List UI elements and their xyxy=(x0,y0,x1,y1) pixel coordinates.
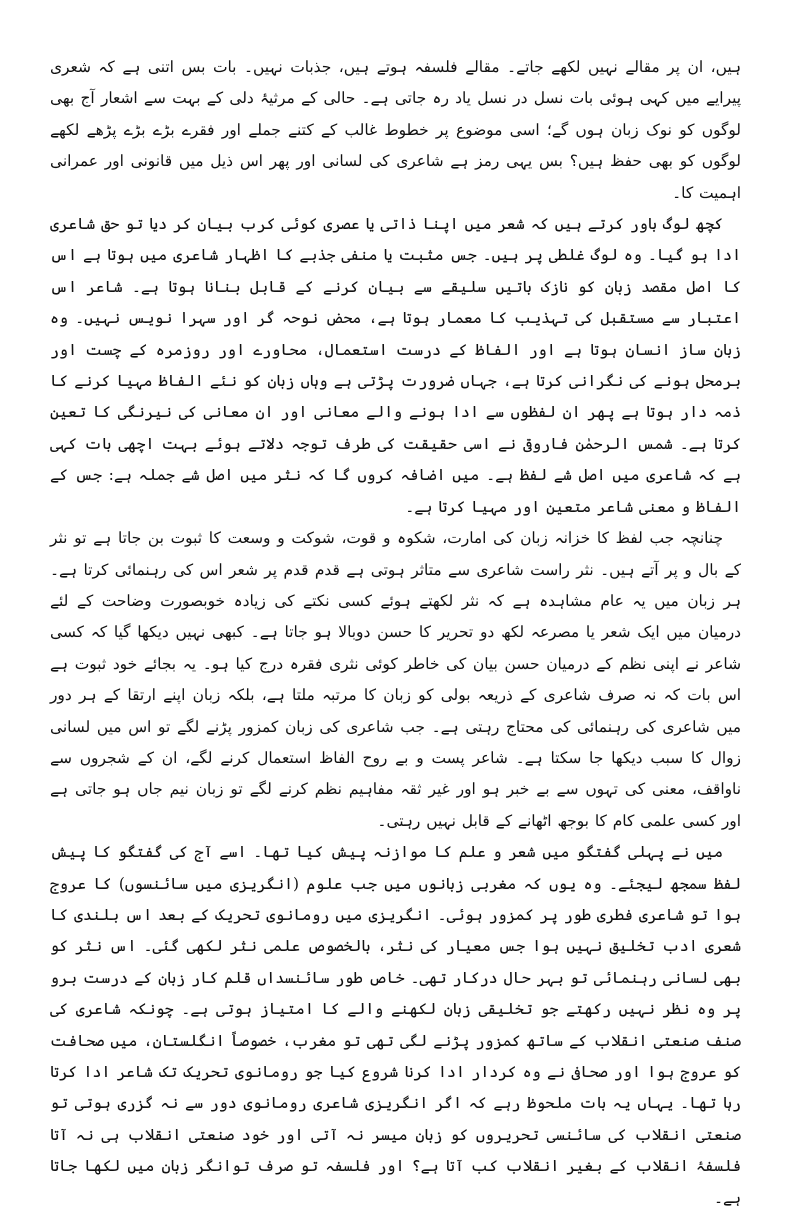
paragraph-4: میں نے پہلی گفتگو میں شعر و علم کا موازنہ پیش کیا تھا۔ اسے آج کی گفتگو کا پیش لفظ سمجھ لیجئے۔ وہ یوں کہ مغربی زبانوں میں جب علوم (انگریزی میں سائنسوں) کا عروج ہوا تو شاعری فطری طور پر کمزور ہوئی۔ انگریزی میں رومانوی تحریک کے بعد اس بلندی کا شعری ادب تخلیق نہیں ہوا جس معیار کی نثر، بالخصوص علمی نثر لکھی گئی۔ اس نثر کو بھی لسانی رہنمائی تو بہر حال درکار تھی۔ خاص طور سائنسداں قلم کار زبان کے درست برو پر وہ نظر نہیں رکھتے جو تخلیقی زبان لکھنے والے کا امتیاز ہوتی ہے۔ چونکہ شاعری کی صنف صنعتی انقلاب کے ساتھ کمزور پڑنے لگی تھی تو مغرب، خصوصاً انگلستان، میں صحافت کو عروج ہوا اور صحافی نے وہ کردار ادا کرنا شروع کیا جو رومانوی تحریک تک شاعر ادا کرتا رہا تھا۔ یہاں یہ بات ملحوظ رہے کہ اگر انگریزی شاعری رومانوی دور سے نہ گزری ہوتی تو صنعتی انقلاب کی سائنسی تحریروں کو زبان میسر نہ آتی اور خود صنعتی انقلاب ہی نہ آتا فلسفۂ انقلاب کے بغیر انقلاب کب آتا ہے؟ اور فلسفہ تو صرف توانگر زبان میں لکھا جاتا ہے۔ xyxy=(50,843,741,1207)
paragraph-3: چنانچہ جب لفظ کا خزانہ زبان کی امارت، شکوہ و قوت، شوکت و وسعت کا ثبوت بن جاتا ہے تو نثر کے بال و پر آتے ہیں۔ نثر راست شاعری سے متاثر ہوتی ہے قدم قدم پر شعر اس کی رہنمائی کرتا ہے۔ ہر زبان میں یہ عام مشاہدہ ہے کہ نثر لکھتے ہوئے کسی نکتے کی زیادہ خوبصورت وضاحت کے لئے درمیان میں ایک شعر یا مصرعہ لکھ دو تحریر کا حسن دوبالا ہو جاتا ہے۔ کبھی نہیں دیکھا گیا کہ کسی شاعر نے اپنی نظم کے درمیان حسن بیان کی خاطر کوئی نثری فقرہ درج کیا ہو۔ یہ بجائے خود ثبوت ہے اس بات کہ نہ صرف شاعری کے ذریعہ بولی کو زبان کا مرتبہ ملتا ہے، بلکہ زبان اپنے ارتقا کے ہر دور میں شاعری کی رہنمائی کی محتاج رہتی ہے۔ جب شاعری کی زبان کمزور پڑنے لگے تو اس میں لسانی زوال کا سبب دیکھا جا سکتا ہے۔ شاعر پست و بے روح الفاظ استعمال کرنے لگے، ان کے شجروں سے ناواقف، معنی کی تہوں سے بے خبر ہو اور غیر ثقہ مفاہیم نظم کرنے لگے تو زبان نیم جاں ہو جاتی ہے اور کسی علمی کام کا بوجھ اٹھانے کے قابل نہیں رہتی۔ xyxy=(50,529,741,830)
paragraph-1: ہیں، ان پر مقالے نہیں لکھے جاتے۔ مقالے فلسفہ ہوتے ہیں، جذبات نہیں۔ بات بس اتنی ہے کہ شعری پیرایے میں کہی ہوئی بات نسل در نسل یاد رہ جاتی ہے۔ حالی کے مرثیۂ دلی کے بہت سے اشعار آج بھی لوگوں کو نوک زبان ہوں گے؛ اسی موضوع پر خطوط غالب کے کتنے جملے اور فقرے بڑے بڑے پڑھے لکھے لوگوں کو بھی حفظ ہیں؟ بس یہی رمز ہے شاعری کی لسانی اور پھر اس ذیل میں قانونی اور عمرانی اہمیت کا۔ xyxy=(50,58,741,202)
paragraph-2: کچھ لوگ باور کرتے ہیں کہ شعر میں اپنا ذاتی یا عصری کوئی کرب بیان کر دیا تو حق شاعری ادا ہو گیا۔ وہ لوگ غلطی پر ہیں۔ جس مثبت یا منفی جذبے کا اظہار شاعری میں ہوتا ہے اس کا اصل مقصد زبان کو نازک باتیں سلیقے سے بیان کرنے کے قابل بنانا ہوتا ہے۔ شاعر اس اعتبار سے مستقبل کی تہذیب کا معمار ہوتا ہے، محض نوحہ گر اور سہرا نویس نہیں۔ وہ زبان ساز انسان ہوتا ہے اور الفاظ کے درست استعمال، محاورے اور روزمرہ کے چست اور برمحل ہونے کی نگرانی کرتا ہے، جہاں ضرورت پڑتی ہے وہاں زبان کو نئے الفاظ مہیا کرنے کا ذمہ دار ہوتا ہے پھر ان لفظوں سے ادا ہونے والے معانی اور ان معانی کی نیرنگی کا تعین کرتا ہے۔ شمس الرحمٰن فاروقی نے اسی حقیقت کی طرف توجہ دلاتے ہوئے بہت اچھی بات کہی ہے کہ شاعری میں اصل شے لفظ ہے۔ میں اضافہ کروں گا کہ نثر میں اصل شے جملہ ہے: جس کے الفاظ و معنی شاعر متعین اور مہیا کرتا ہے۔ xyxy=(50,215,741,516)
